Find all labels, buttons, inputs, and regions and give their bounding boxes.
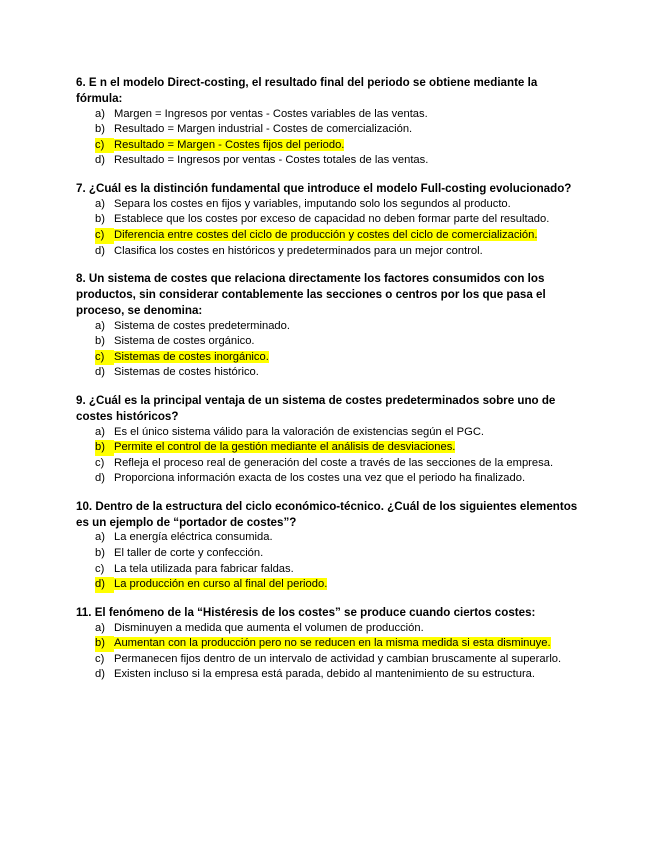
- option-letter: b): [95, 547, 105, 560]
- option-b-highlighted: [95, 636, 586, 652]
- option-letter: d): [95, 577, 114, 593]
- option-text: Sistemas de costes histórico.: [114, 366, 259, 379]
- highlighted-answer-text: Aumentan con la producción pero no se reducen en la misma medida si esta disminuye.: [114, 637, 551, 650]
- highlighted-answer-text: La producción en curso al final del periodo.: [114, 578, 328, 591]
- highlighted-answer-text: Sistemas de costes inorgánico.: [114, 350, 269, 363]
- option-text: Proporciona información exacta de los costes una vez que el periodo ha finalizado.: [114, 472, 526, 485]
- option-letter: d): [95, 668, 105, 681]
- option-text: La energía eléctrica consumida.: [114, 531, 273, 544]
- option-text: Existen incluso si la empresa está parada, debido al mantenimiento de su estructura.: [114, 668, 536, 681]
- option-text: Es el único sistema válido para la valoración de existencias según el PGC.: [114, 425, 485, 438]
- option-text: Establece que los costes por exceso de capacidad no deben formar parte del resultado.: [114, 213, 550, 226]
- option-a: [95, 319, 586, 335]
- question-10: [76, 499, 586, 593]
- question-9: [76, 393, 586, 487]
- option-d: [95, 153, 586, 169]
- question-text: 11. El fenómeno de la “Histéresis de los costes” se produce cuando ciertos costes:: [76, 605, 536, 619]
- option-a: [95, 197, 586, 213]
- option-letter: a): [95, 197, 105, 210]
- question-text: 9. ¿Cuál es la principal ventaja de un sistema de costes predeterminados sobre uno de costes históricos?: [76, 393, 556, 423]
- document-page: [76, 75, 586, 695]
- option-letter: c): [95, 138, 114, 154]
- option-a: [95, 621, 586, 637]
- option-text: Resultado = Margen industrial - Costes de comercialización.: [114, 123, 413, 136]
- option-list: [76, 425, 586, 487]
- option-d-highlighted: [95, 577, 586, 593]
- question-6: [76, 75, 586, 169]
- option-letter: d): [95, 366, 105, 379]
- option-letter: c): [95, 350, 114, 366]
- option-letter: b): [95, 440, 114, 456]
- option-d: [95, 471, 586, 487]
- option-d: [95, 365, 586, 381]
- option-b: [95, 212, 586, 228]
- question-8: [76, 271, 586, 381]
- option-b: [95, 334, 586, 350]
- option-text: Permanecen fijos dentro de un intervalo de actividad y cambian bruscamente al superarlo.: [114, 652, 562, 665]
- option-c: [95, 652, 586, 668]
- option-letter: b): [95, 335, 105, 348]
- option-list: [76, 107, 586, 169]
- option-a: [95, 425, 586, 441]
- option-text: La tela utilizada para fabricar faldas.: [114, 562, 294, 575]
- option-letter: c): [95, 456, 105, 469]
- question-7: [76, 181, 586, 259]
- option-d: [95, 244, 586, 260]
- option-c: [95, 456, 586, 472]
- option-c-highlighted: [95, 350, 586, 366]
- option-letter: a): [95, 319, 105, 332]
- option-list: [76, 319, 586, 381]
- option-b: [95, 122, 586, 138]
- option-text: Sistema de costes orgánico.: [114, 335, 255, 348]
- option-text: Separa los costes en fijos y variables, imputando solo los segundos al producto.: [114, 197, 511, 210]
- option-a: [95, 530, 586, 546]
- question-text: 8. Un sistema de costes que relaciona directamente los factores consumidos con los productos, sin considerar contablemente las secciones o centros por los que pasa el proceso, se denomina:: [76, 272, 546, 317]
- option-letter: d): [95, 472, 105, 485]
- option-list: [76, 530, 586, 592]
- option-letter: d): [95, 244, 105, 257]
- option-text: Disminuyen a medida que aumenta el volumen de producción.: [114, 621, 424, 634]
- option-text: Refleja el proceso real de generación del coste a través de las secciones de la empresa.: [114, 456, 554, 469]
- option-d: [95, 667, 586, 683]
- option-c-highlighted: [95, 138, 586, 154]
- option-letter: a): [95, 621, 105, 634]
- question-text: 7. ¿Cuál es la distinción fundamental que introduce el modelo Full-costing evolucionado?: [76, 181, 572, 195]
- option-text: Margen = Ingresos por ventas - Costes variables de las ventas.: [114, 107, 428, 120]
- option-letter: b): [95, 213, 105, 226]
- option-letter: a): [95, 107, 105, 120]
- option-b: [95, 546, 586, 562]
- option-letter: a): [95, 531, 105, 544]
- option-c: [95, 562, 586, 578]
- option-letter: b): [95, 636, 114, 652]
- highlighted-answer-text: Resultado = Margen - Costes fijos del periodo.: [114, 138, 345, 151]
- option-letter: c): [95, 652, 105, 665]
- option-letter: d): [95, 154, 105, 167]
- option-letter: c): [95, 562, 105, 575]
- question-11: [76, 605, 586, 683]
- option-c-highlighted: [95, 228, 586, 244]
- option-a: [95, 107, 586, 123]
- question-text: 6. E n el modelo Direct-costing, el resultado final del periodo se obtiene mediante la fórmula:: [76, 76, 538, 105]
- option-text: Resultado = Ingresos por ventas - Costes totales de las ventas.: [114, 154, 429, 167]
- option-text: Sistema de costes predeterminado.: [114, 319, 290, 332]
- option-text: El taller de corte y confección.: [114, 547, 264, 560]
- highlighted-answer-text: Permite el control de la gestión mediante el análisis de desviaciones.: [114, 441, 456, 454]
- highlighted-answer-text: Diferencia entre costes del ciclo de producción y costes del ciclo de comercialización.: [114, 228, 538, 241]
- option-letter: b): [95, 123, 105, 136]
- option-list: [76, 621, 586, 683]
- option-text: Clasifica los costes en históricos y predeterminados para un mejor control.: [114, 244, 483, 257]
- option-list: [76, 197, 586, 259]
- option-letter: c): [95, 228, 114, 244]
- question-text: 10. Dentro de la estructura del ciclo económico-técnico. ¿Cuál de los siguientes elementos es un ejemplo de “portador de costes”?: [76, 499, 578, 529]
- option-letter: a): [95, 425, 105, 438]
- option-b-highlighted: [95, 440, 586, 456]
